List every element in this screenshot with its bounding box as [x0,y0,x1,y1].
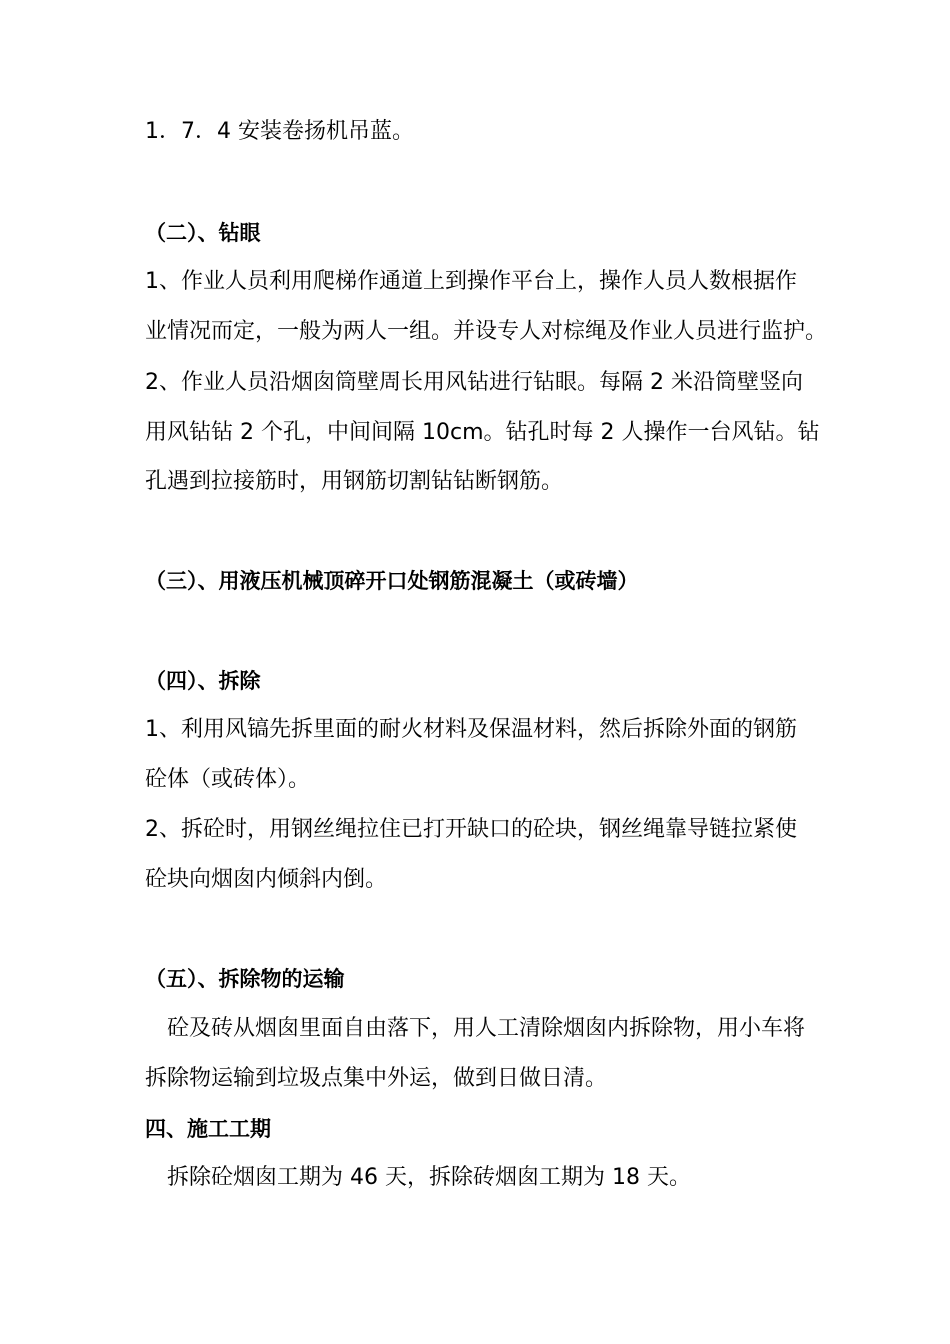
heading-drilling: （二）、钻眼 [145,221,261,245]
paragraph-line: 2、拆砼时，用钢丝绳拉住已打开缺口的砼块，钢丝绳靠导链拉紧使 [145,817,797,842]
heading-hydraulic-crushing: （三）、用液压机械顶碎开口处钢筋混凝土（或砖墙） [145,569,639,593]
paragraph-line: 砼及砖从烟囱里面自由落下，用人工清除烟囱内拆除物，用小车将 [167,1016,806,1041]
paragraph-line: 1、利用风镐先拆里面的耐火材料及保温材料，然后拆除外面的钢筋 [145,717,797,742]
paragraph-line: 2、作业人员沿烟囱筒壁周长用风钻进行钻眼。每隔 2 米沿筒壁竖向 [145,370,803,395]
heading-construction-period: 四、施工工期 [145,1117,271,1141]
paragraph-line: 孔遇到拉接筋时，用钢筋切割钻钻断钢筋。 [145,469,564,494]
paragraph-line: 拆除砼烟囱工期为 46 天，拆除砖烟囱工期为 18 天。 [167,1165,691,1190]
paragraph-line: 砼块向烟囱内倾斜内倒。 [145,867,388,892]
heading-debris-transport: （五）、拆除物的运输 [145,967,345,991]
heading-demolition: （四）、拆除 [145,669,261,693]
paragraph-line: 砼体（或砖体）。 [145,767,311,792]
paragraph-line: 业情况而定，一般为两人一组。并设专人对棕绳及作业人员进行监护。 [145,319,828,344]
section-item-1-7-4: 1．7．4 安装卷扬机吊蓝。 [145,119,414,144]
paragraph-line: 用风钻钻 2 个孔，中间间隔 10cm。钻孔时每 2 人操作一台风钻。钻 [145,420,820,445]
paragraph-line: 拆除物运输到垃圾点集中外运，做到日做日清。 [145,1066,608,1091]
paragraph-line: 1、作业人员利用爬梯作通道上到操作平台上，操作人员人数根据作 [145,269,797,294]
